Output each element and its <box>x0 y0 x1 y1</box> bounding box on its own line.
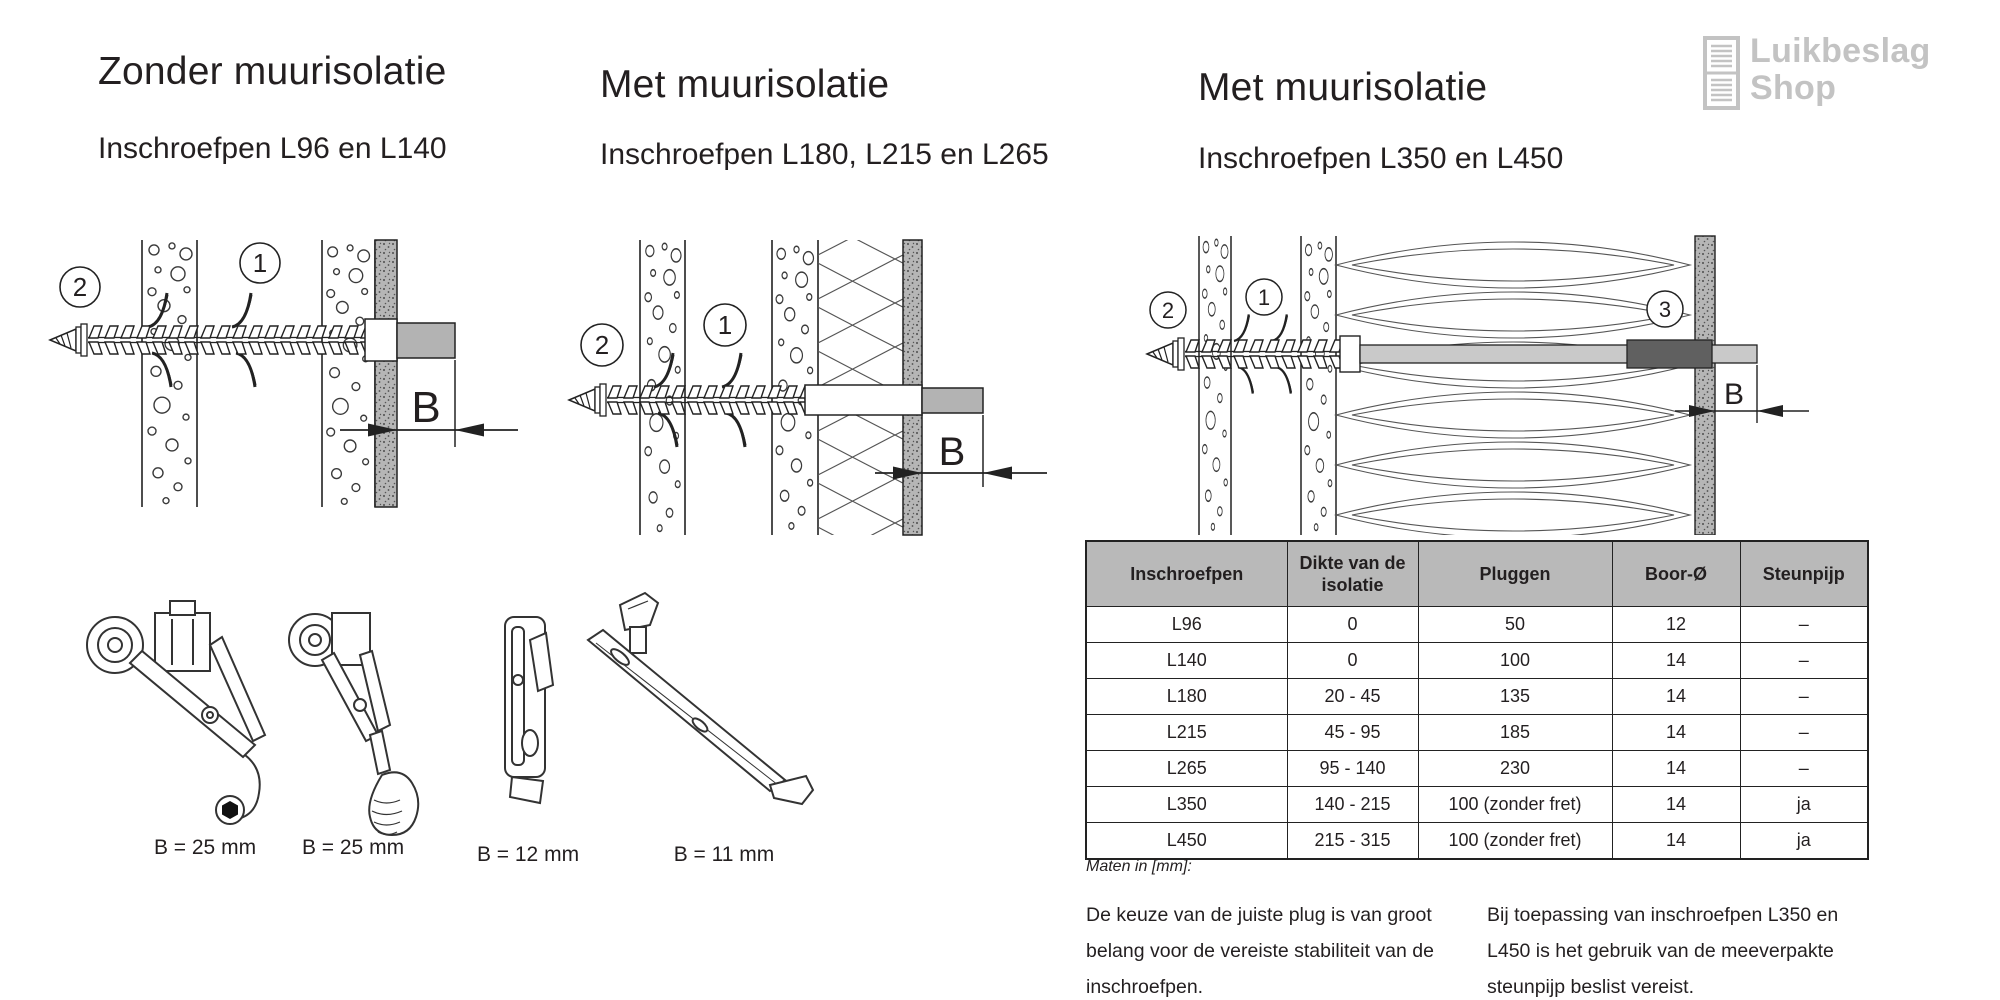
table-row <box>1086 679 1868 715</box>
table-cell: 100 <box>1418 643 1612 679</box>
table-row <box>1086 823 1868 860</box>
dim-label-B: B <box>938 430 966 474</box>
table-row <box>1086 715 1868 751</box>
table-header-cell: Boor-Ø <box>1612 541 1740 607</box>
table-cell: 135 <box>1418 679 1612 715</box>
table-cell: L350 <box>1086 787 1287 823</box>
section-title-3: Met muurisolatie <box>1198 66 1488 109</box>
product-dim-2: B = 25 mm <box>301 836 405 859</box>
shutter-icon <box>1703 36 1740 112</box>
note-plug-choice: De keuze van de juiste plug is van groot belang voor de vereiste stabiliteit van de inschroefpen. <box>1086 904 1434 998</box>
dimension-B <box>340 360 518 447</box>
product-dim-3: B = 12 mm <box>476 843 580 866</box>
table-row <box>1086 751 1868 787</box>
callout-2: 2 <box>594 330 610 360</box>
table-row <box>1086 787 1868 823</box>
table-cell: – <box>1740 643 1868 679</box>
table-cell: 14 <box>1612 715 1740 751</box>
insulation-batting <box>1336 242 1690 535</box>
table-cell: ja <box>1740 787 1868 823</box>
table-cell: L140 <box>1086 643 1287 679</box>
table-cell: 185 <box>1418 715 1612 751</box>
table-cell: L96 <box>1086 607 1287 643</box>
table-cell: L265 <box>1086 751 1287 787</box>
pin-end <box>397 323 455 358</box>
table-header-cell: Inschroefpen <box>1086 541 1287 607</box>
table-cell: 14 <box>1612 787 1740 823</box>
section-subtitle-3: Inschroefpen L350 en L450 <box>1198 142 1564 175</box>
table-cell: ja <box>1740 823 1868 860</box>
section-subtitle-2: Inschroefpen L180, L215 en L265 <box>600 138 1049 171</box>
product-dim-1: B = 25 mm <box>153 836 257 859</box>
support-pipe-sleeve <box>1627 340 1712 368</box>
table-cell: L450 <box>1086 823 1287 860</box>
shutter-stay-hook <box>87 601 265 824</box>
table-cell: 45 - 95 <box>1287 715 1418 751</box>
table-header-cell: Pluggen <box>1418 541 1612 607</box>
shutter-stay-knob <box>289 613 418 835</box>
callout-1: 1 <box>717 310 733 340</box>
callout-3: 3 <box>1658 297 1672 322</box>
table-cell: 12 <box>1612 607 1740 643</box>
spec-table <box>1085 540 1869 860</box>
table-cell: – <box>1740 679 1868 715</box>
callout-1: 1 <box>1257 285 1271 310</box>
note-support-pipe: Bij toepassing van inschroefpen L350 en L450 is het gebruik van de meeverpakte steunpijp beslist vereist. <box>1487 904 1839 998</box>
section-title-2: Met muurisolatie <box>600 63 890 106</box>
logo-text-bottom: Shop <box>1750 69 1837 107</box>
section-title-1: Zonder muurisolatie <box>98 50 447 93</box>
table-footnote: Maten in [mm]: <box>1086 858 1192 875</box>
table-cell: – <box>1740 715 1868 751</box>
callout-1: 1 <box>252 248 268 278</box>
table-cell: 20 - 45 <box>1287 679 1418 715</box>
table-cell: 140 - 215 <box>1287 787 1418 823</box>
diagram-zonder-muurisolatie <box>40 215 540 545</box>
callouts <box>60 243 280 307</box>
table-row <box>1086 607 1868 643</box>
bracket-arm <box>588 593 813 804</box>
table-row <box>1086 643 1868 679</box>
table-cell: L215 <box>1086 715 1287 751</box>
table-header-cell: Steunpijp <box>1740 541 1868 607</box>
table-cell: 14 <box>1612 751 1740 787</box>
table-cell: 14 <box>1612 679 1740 715</box>
table-header-cell: Dikte van de isolatie <box>1287 541 1418 607</box>
table-header-row <box>1086 541 1868 607</box>
table-cell: 215 - 315 <box>1287 823 1418 860</box>
wall-layers <box>1199 236 1715 535</box>
dim-label-B: B <box>411 383 441 432</box>
table-cell: 50 <box>1418 607 1612 643</box>
logo-text-top: Luikbeslag <box>1750 32 1931 70</box>
table-cell: 0 <box>1287 607 1418 643</box>
callout-2: 2 <box>1161 298 1175 323</box>
callout-2: 2 <box>72 272 88 302</box>
table-cell: 100 (zonder fret) <box>1418 823 1612 860</box>
table-cell: 100 (zonder fret) <box>1418 787 1612 823</box>
table-cell: 95 - 140 <box>1287 751 1418 787</box>
diagram-met-muurisolatie-2 <box>1125 225 1845 535</box>
pin-end <box>922 388 983 413</box>
stucco-layer <box>375 240 397 507</box>
stucco-layer <box>1695 236 1715 535</box>
dim-label-B: B <box>1723 378 1745 411</box>
table-cell: 230 <box>1418 751 1612 787</box>
product-drawings <box>60 585 840 855</box>
product-dim-4: B = 11 mm <box>673 843 775 866</box>
section-subtitle-1: Inschroefpen L96 en L140 <box>98 132 447 165</box>
table-cell: – <box>1740 751 1868 787</box>
table-cell: 14 <box>1612 643 1740 679</box>
latch-fitting <box>505 617 553 803</box>
table-cell: – <box>1740 607 1868 643</box>
table-cell: L180 <box>1086 679 1287 715</box>
diagram-met-muurisolatie-1 <box>555 215 1075 550</box>
table-cell: 14 <box>1612 823 1740 860</box>
table-cell: 0 <box>1287 643 1418 679</box>
